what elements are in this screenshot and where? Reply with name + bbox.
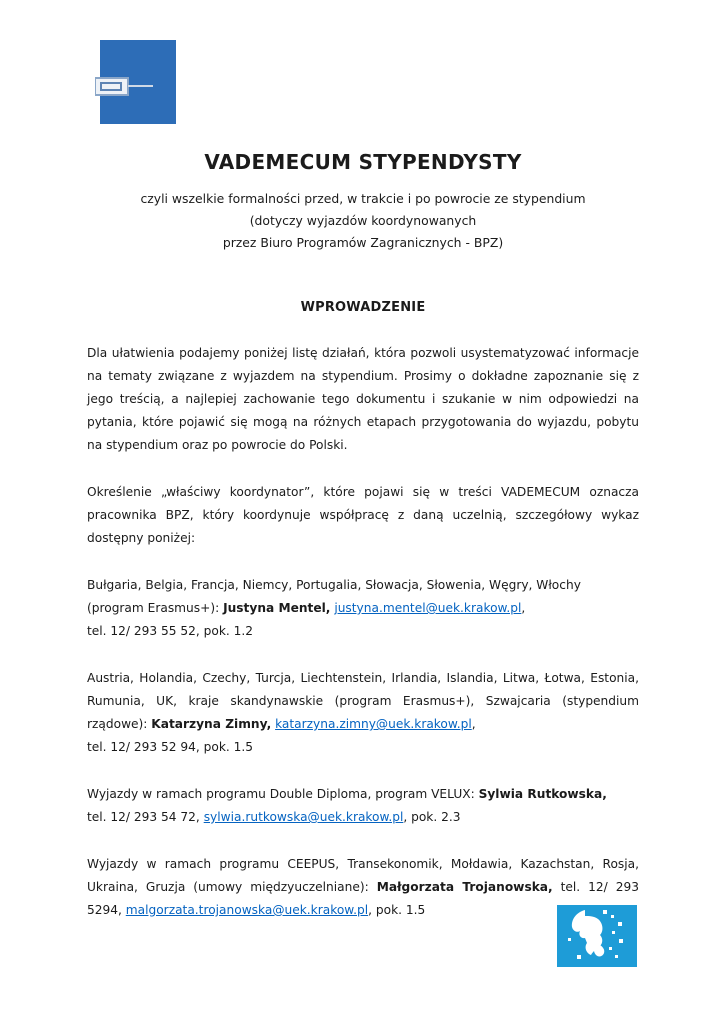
text-run: , <box>521 601 526 615</box>
subtitle-line-2: (dotyczy wyjazdów koordynowanych <box>249 213 477 228</box>
text-run: Określenie „właściwy koordynator”, które pojawi się w treści VADEMECUM oznacza pracownika BPZ, który koordynuje współpracę z daną uczelnią, szczegółowy wykaz dostępny poniżej: <box>87 485 639 545</box>
email-link[interactable]: malgorzata.trojanowska@uek.krakow.pl <box>125 903 369 917</box>
subtitle-block <box>87 188 639 254</box>
section-heading: WPROWADZENIE <box>300 300 426 315</box>
text-run: Dla ułatwienia podajemy poniżej listę działań, która pozwoli usystematyzować informacje na tematy związane z wyjazdem na stypendium. Prosimy o dokładne zapoznanie się z jego treścią, a najlepiej zachowanie tego dokumentu i szukanie w nim odpowiedzi na pytania, które pojawić się mogą na różnych etapach przygotowania do wyjazdu, pobytu na stypendium oraz po powrocie do Polski. <box>87 346 639 452</box>
text-run: tel. 12/ 293 52 94, pok. 1.5 <box>87 740 254 754</box>
paragraph <box>87 342 639 457</box>
bold-text: Justyna Mentel, <box>223 601 331 615</box>
email-link[interactable]: sylwia.rutkowska@uek.krakow.pl <box>203 810 404 824</box>
subtitle-line-3: przez Biuro Programów Zagranicznych - BPZ) <box>222 235 504 250</box>
uek-logo-graphic <box>95 40 176 124</box>
text-run: (program Erasmus+): <box>87 601 224 615</box>
uek-logo <box>95 40 176 128</box>
text-run: , <box>471 717 476 731</box>
document-body <box>87 342 639 922</box>
text-run: , pok. 1.5 <box>368 903 426 917</box>
email-link[interactable]: katarzyna.zimny@uek.krakow.pl <box>275 717 472 731</box>
text-run: tel. 12/ 293 54 72, <box>87 810 204 824</box>
text-run: tel. 12/ 293 55 52, pok. 1.2 <box>87 624 254 638</box>
bold-text: Małgorzata Trojanowska, <box>376 880 553 894</box>
paragraph <box>87 667 639 759</box>
bold-text: Katarzyna Zimny, <box>151 717 272 731</box>
text-run: Bułgaria, Belgia, Francja, Niemcy, Portugalia, Słowacja, Słowenia, Węgry, Włochy <box>87 578 581 592</box>
text-run: Wyjazdy w ramach programu Double Diploma, program VELUX: <box>87 787 479 801</box>
text-run: tel. 12/ 293 5294, <box>87 880 640 917</box>
text-run: Wyjazdy w ramach programu CEEPUS, Transekonomik, Mołdawia, Kazachstan, Rosja, Ukraina, Gruzja (umowy międzyuczelniane): <box>87 857 639 894</box>
text-run: , pok. 2.3 <box>403 810 461 824</box>
email-link[interactable]: justyna.mentel@uek.krakow.pl <box>334 601 522 615</box>
subtitle-line-1: czyli wszelkie formalności przed, w trakcie i po powrocie ze stypendium <box>140 191 586 206</box>
page-title: VADEMECUM STYPENDYSTY <box>204 150 522 174</box>
text-run: Austria, Holandia, Czechy, Turcja, Liechtenstein, Irlandia, Islandia, Litwa, Łotwa, Estonia, Rumunia, UK, kraje skandynawskie (program Erasmus+), Szwajcaria (stypendium rządowe): <box>87 671 639 731</box>
document-content <box>87 150 639 946</box>
globe-logo-graphic <box>557 905 637 967</box>
bold-text: Sylwia Rutkowska, <box>478 787 607 801</box>
paragraph <box>87 481 639 550</box>
paragraph <box>87 783 639 829</box>
bpz-globe-logo <box>557 905 637 971</box>
paragraph <box>87 574 639 643</box>
